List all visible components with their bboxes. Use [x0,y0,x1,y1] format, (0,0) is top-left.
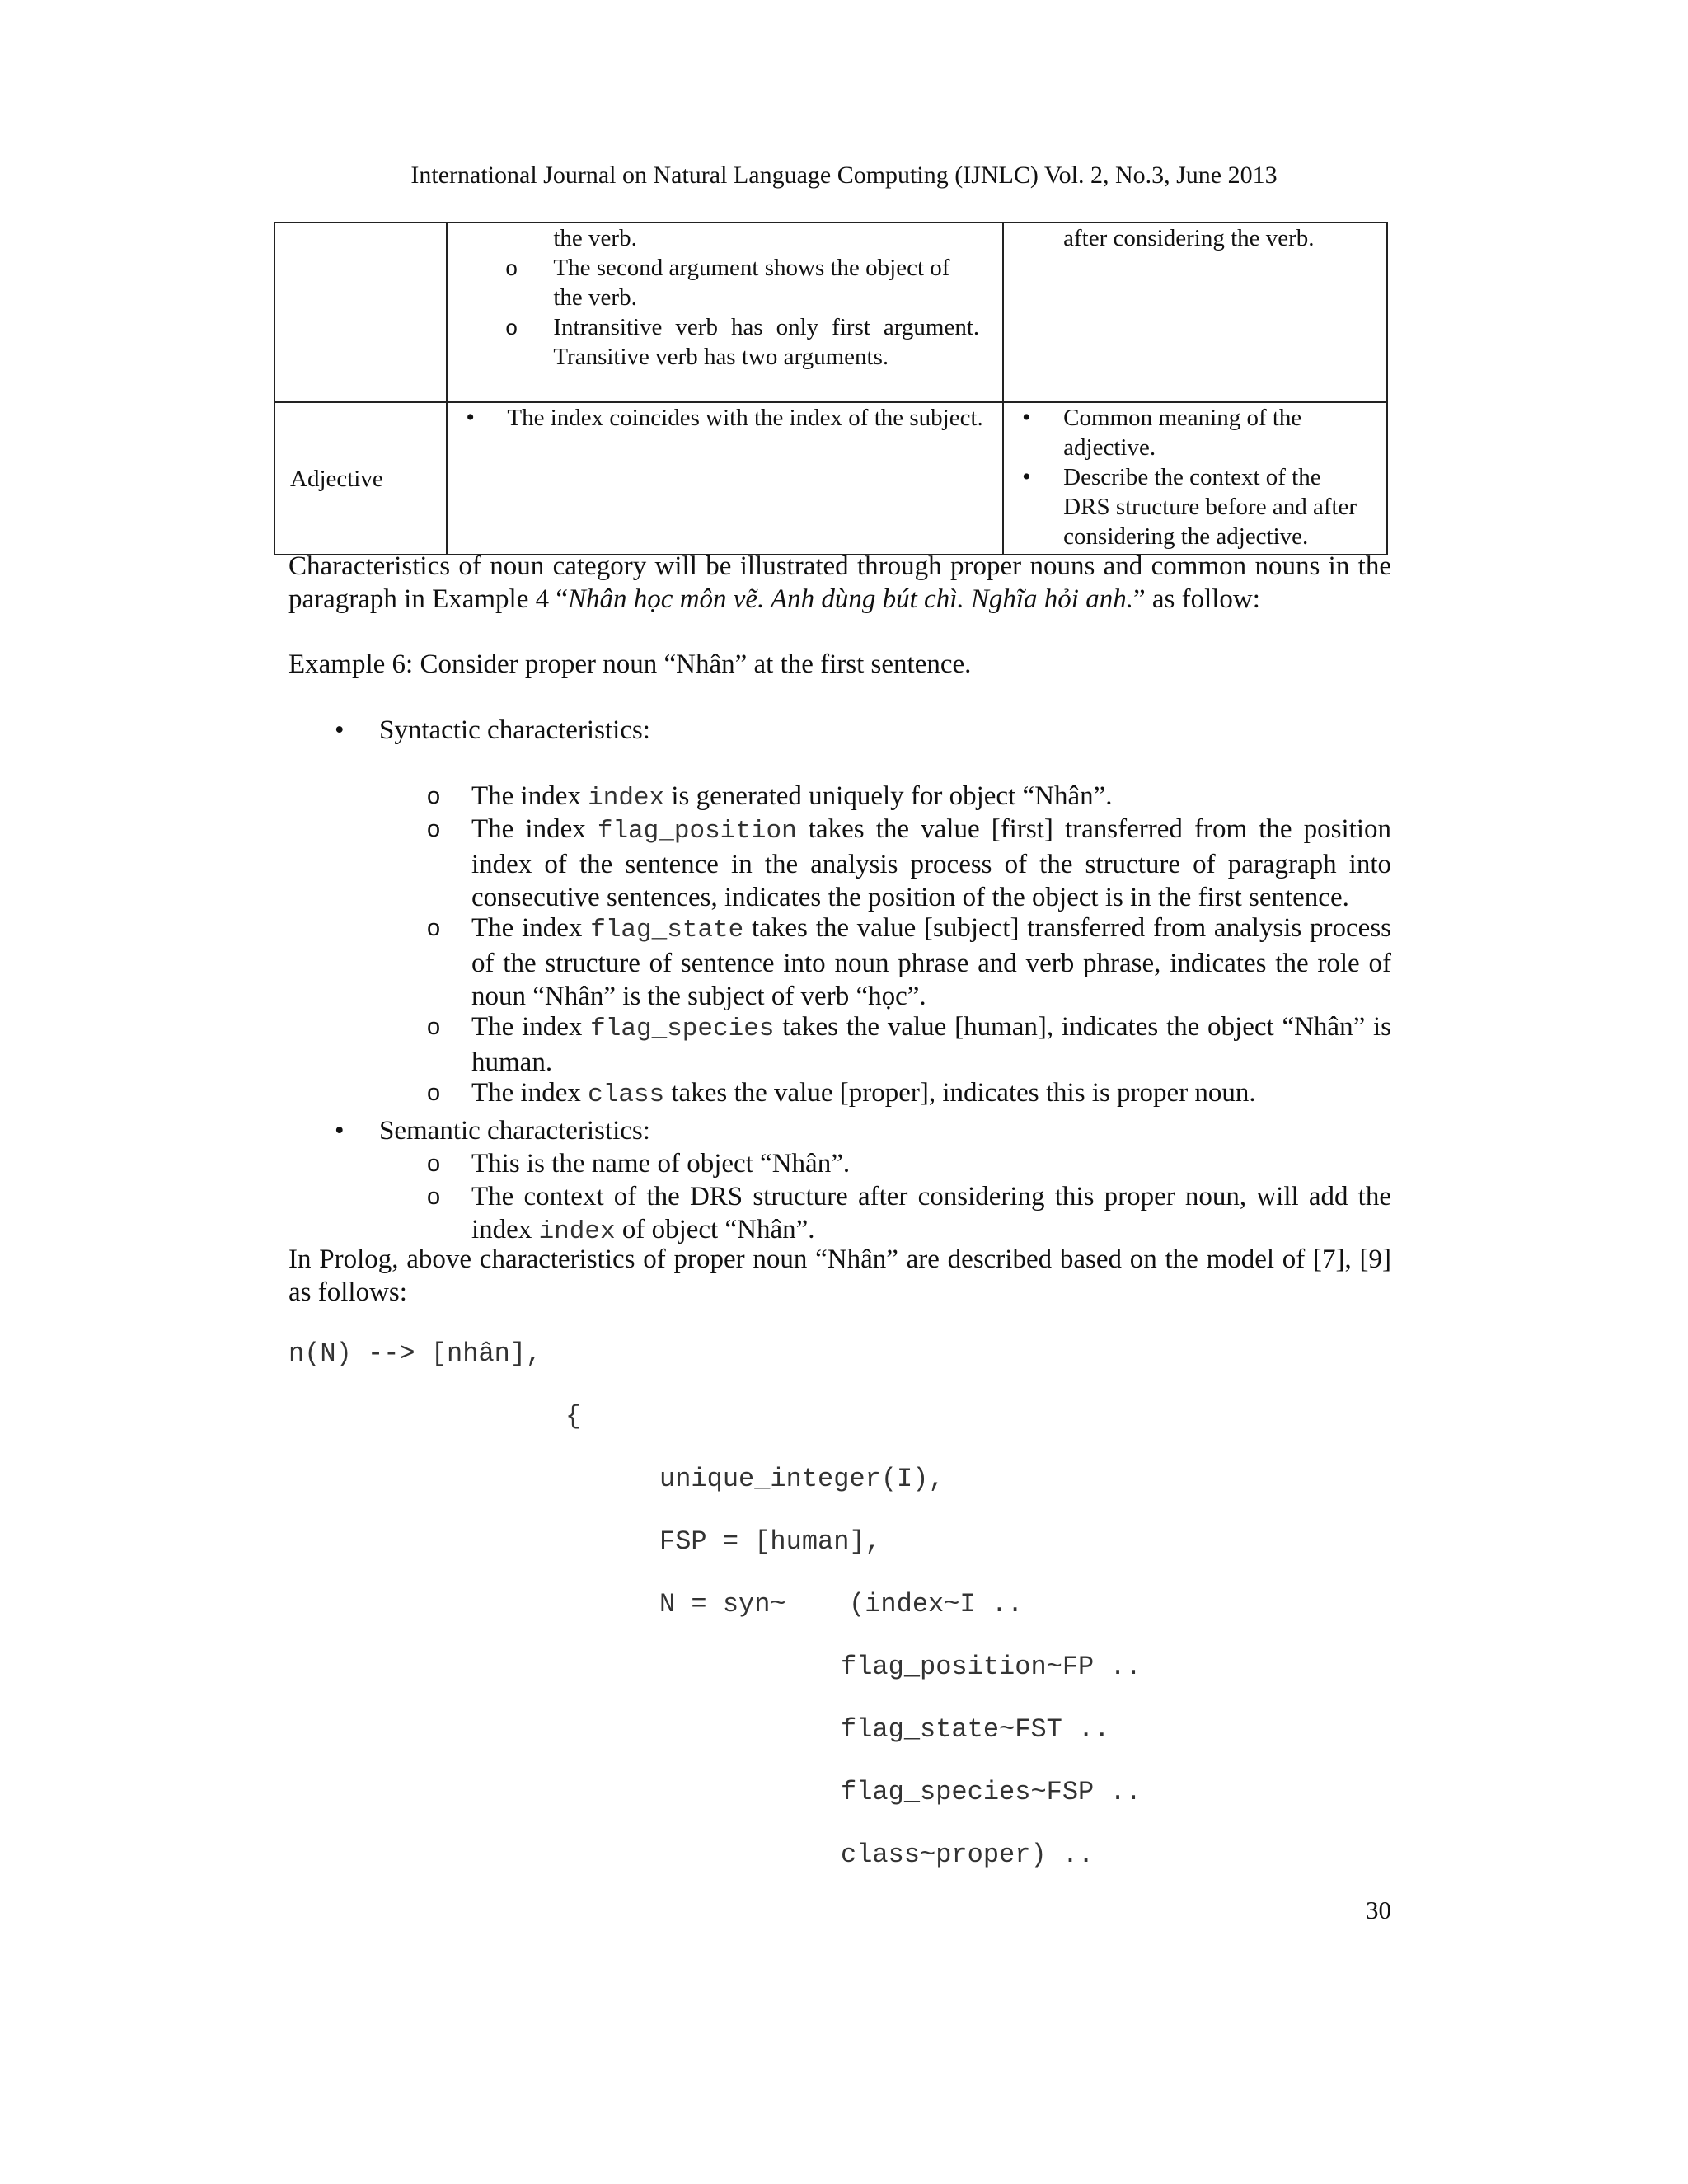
syntactic-bullets [448,403,1002,433]
code-line: flag_state~FST .. [841,1714,1110,1745]
paper-page: International Journal on Natural Language Computing (IJNLC) Vol. 2, No.3, June 2013 the verb. o The second argument shows the object of the verb. o Intransitive verb has only first argument. Transitive verb has two arguments. after considering the verb. Adjective • The index coincides with the index of the subject. • Common meaning of the adjective. • Describe the context of the DRS structure before and after considering the adjective. Characteristics of noun category will be illustrated through proper nouns and common nouns in the paragraph in Example 4 “Nhân học môn vẽ. Anh dùng bút chì. Nghĩa hỏi anh.” as follow: Example 6: Consider proper noun “Nhân” at the first sentence. • Syntactic characteristics: o The index index is generated uniquely for object “Nhân”. o The index flag_position takes the value [first] transferred from the position index of the sentence in the analysis process of the structure of paragraph into consecutive sentences, indicates the position of the object is in the first sentence. o The index flag_state takes the value [subject] transferred from analysis process of the structure of sentence into noun phrase and verb phrase, indicates the role of noun “Nhân” is the subject of verb “học”. o The index flag_species takes the value [human], indicates the object “Nhân” is human. o The index class takes the value [proper], indicates this is proper noun. • Semantic characteristics: o This is the name of object “Nhân”. o The context of the DRS structure after considering this proper noun, will add the index index of object “Nhân”. In Prolog, above characteristics of proper noun “Nhân” are described based on the model of [7], [9] as follows: n(N) --> [nhân], { unique_integer(I), FSP = [human], N = syn~ (index~I .. flag_position~FP .. flag_state~FST .. flag_species~FSP .. class~proper) .. 30 [0,0,1688,2184]
table-cell-semantic [1003,402,1387,555]
code-line: N = syn~ [659,1589,786,1619]
noun-category-table [274,222,1388,555]
journal-header: International Journal on Natural Language Computing (IJNLC) Vol. 2, No.3, June 2013 [410,162,1278,189]
page-number: 30 [1366,1896,1391,1924]
code-line: (index~I .. [849,1589,1024,1619]
table-row [274,402,1387,555]
code-line: flag_species~FSP .. [841,1777,1142,1807]
code-line: flag_position~FP .. [841,1652,1142,1682]
list-item: o The second argument shows the object of the verb. [505,255,950,311]
prolog-intro: In Prolog, above characteristics of proper noun “Nhân” are described based on the model of [7], [9] as follows: [288,1244,1391,1307]
code-line: unique_integer(I), [659,1464,945,1494]
paragraph-intro: Characteristics of noun category will be illustrated through proper nouns and common nouns in the paragraph in Example 4 “Nhân học môn vẽ. Anh dùng bút chì. Nghĩa hỏi anh.” as follow: [288,551,1391,614]
syntactic-sublist [448,223,1002,372]
code-line: class~proper) .. [841,1840,1095,1870]
table-cell-category [274,223,447,402]
table-cell-category: Adjective [274,402,447,555]
example-6-line: Example 6: Consider proper noun “Nhân” at the first sentence. [288,649,972,679]
code-line: { [565,1401,582,1432]
list-item: the verb. [553,225,637,251]
list-item: • The index coincides with the index of the subject. [466,404,983,431]
list-item: o Intransitive verb has only first argument. Transitive verb has two arguments. [505,314,980,370]
list-item: • Describe the context of the DRS structure before and after considering the adjective. [1022,463,1357,550]
table-cell-syntactic [447,402,1003,555]
code-line: n(N) --> [nhân], [288,1338,542,1369]
code-line: FSP = [human], [659,1526,881,1557]
list-item: • Common meaning of the adjective. [1022,404,1302,461]
semantic-bullets [1004,403,1386,551]
table-cell-syntactic [447,223,1003,402]
table-cell-semantic: after considering the verb. [1003,223,1387,402]
table-row [274,223,1387,402]
